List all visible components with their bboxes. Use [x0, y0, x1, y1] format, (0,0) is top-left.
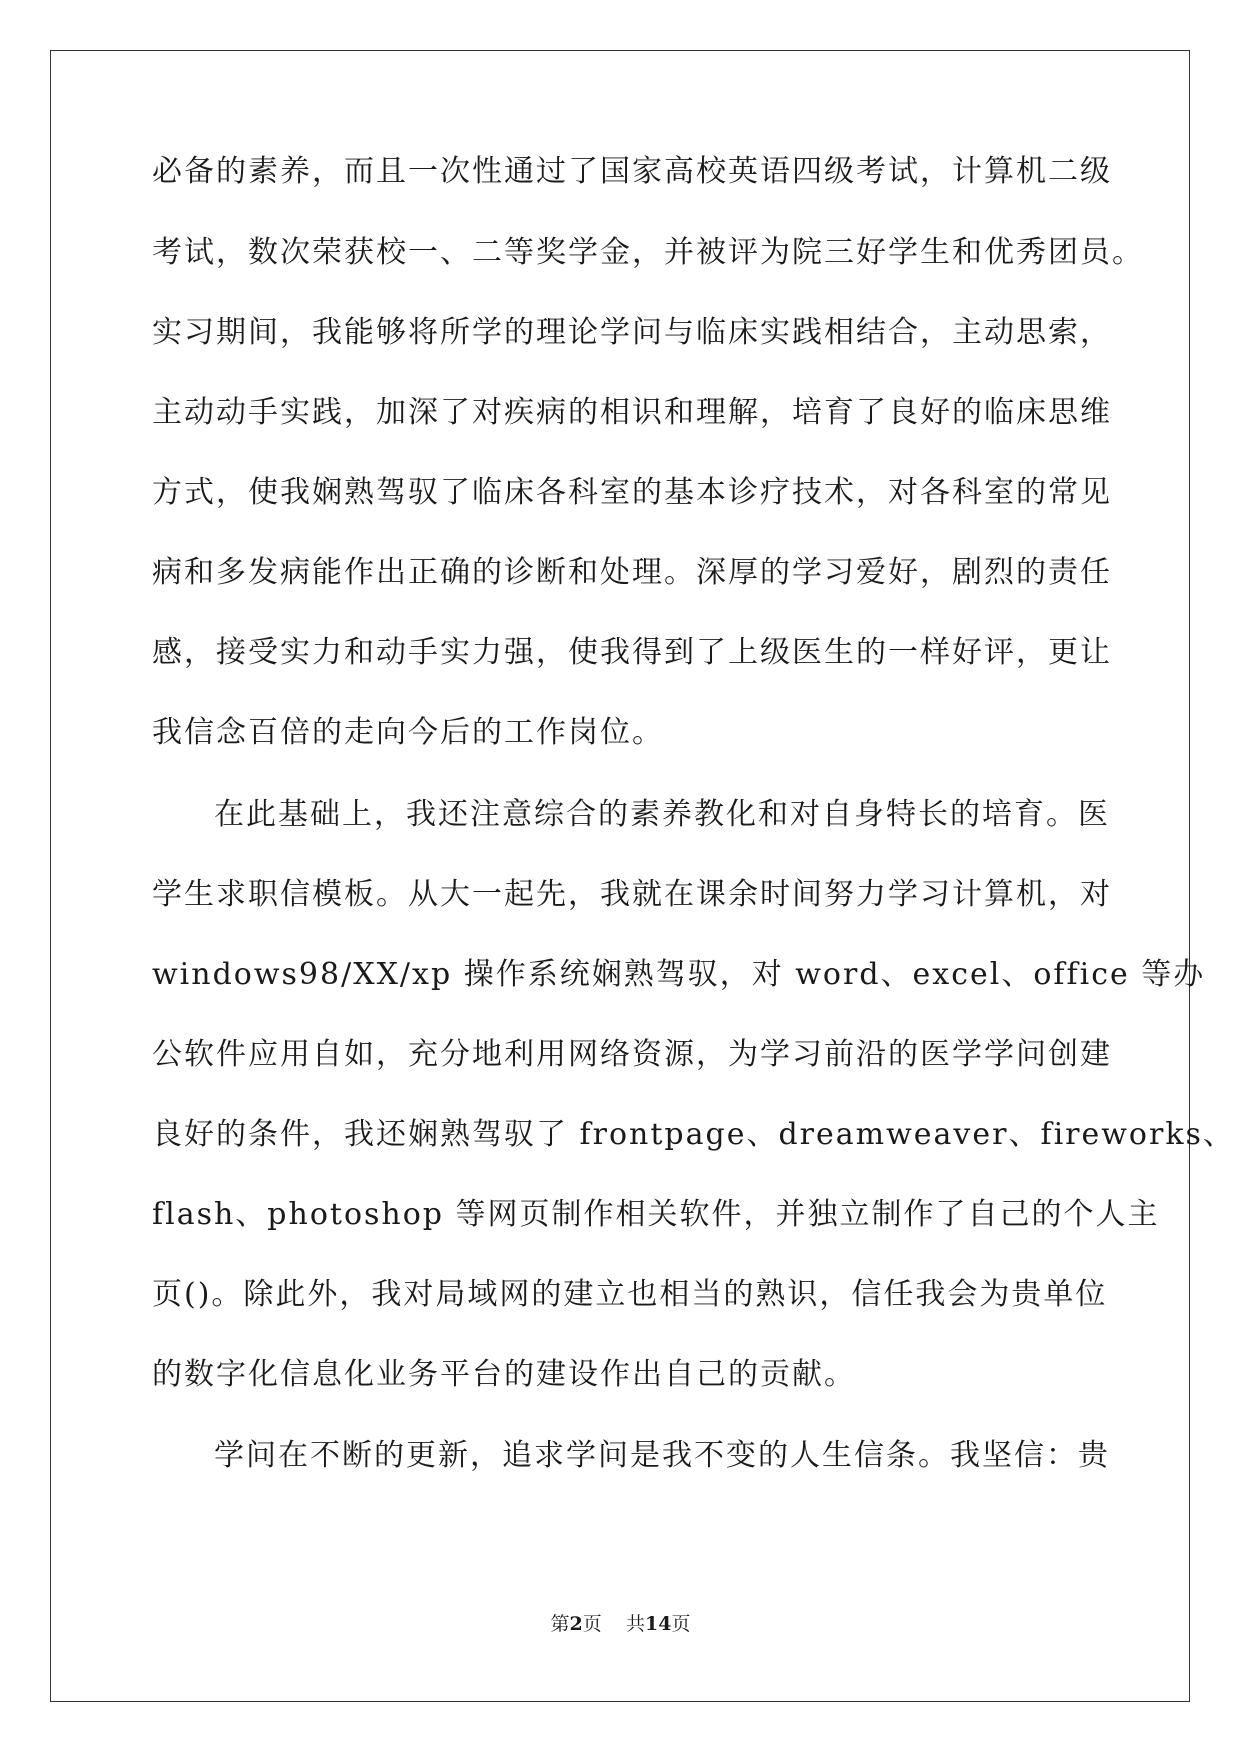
page-footer [0, 1612, 1241, 1636]
page-suffix: 页 [582, 1613, 602, 1635]
text-line: 实习期间，我能够将所学的理论学问与临床实践相结合，主动思索， [152, 315, 1112, 350]
text-line: 感，接受实力和动手实力强，使我得到了上级医生的一样好评，更让 [152, 635, 1112, 670]
page-prefix: 第 [550, 1613, 570, 1635]
text-line: 考试，数次荣获校一、二等奖学金，并被评为院三好学生和优秀团员。 [152, 235, 1144, 270]
text-line: 我信念百倍的走向今后的工作岗位。 [152, 715, 664, 750]
total-prefix: 共 [625, 1613, 645, 1635]
text-line: 学生求职信模板。从大一起先，我就在课余时间努力学习计算机，对 [152, 877, 1112, 912]
total-pages: 14 [644, 1613, 672, 1635]
page-number: 2 [569, 1613, 583, 1635]
text-line: 主动动手实践，加深了对疾病的相识和理解，培育了良好的临床思维 [152, 395, 1112, 430]
total-suffix: 页 [671, 1613, 691, 1635]
paragraph-start-line: 在此基础上，我还注意综合的素养教化和对自身特长的培育。医 [214, 797, 1110, 832]
text-line: windows98/XX/xp 操作系统娴熟驾驭，对 word、excel、office 等办 [152, 957, 1206, 992]
text-line: 页()。除此外，我对局域网的建立也相当的熟识，信任我会为贵单位 [152, 1277, 1108, 1312]
text-line: 良好的条件，我还娴熟驾驭了 frontpage、dreamweaver、fireworks、 [152, 1117, 1235, 1152]
text-line: 公软件应用自如，充分地利用网络资源，为学习前沿的医学学问创建 [152, 1037, 1112, 1072]
text-line: flash、photoshop 等网页制作相关软件，并独立制作了自己的个人主 [152, 1197, 1160, 1232]
text-line: 病和多发病能作出正确的诊断和处理。深厚的学习爱好，剧烈的责任 [152, 555, 1112, 590]
text-line: 的数字化信息化业务平台的建设作出自己的贡献。 [152, 1357, 856, 1392]
paragraph-start-line: 学问在不断的更新，追求学问是我不变的人生信条。我坚信：贵 [214, 1438, 1110, 1473]
text-line: 方式，使我娴熟驾驭了临床各科室的基本诊疗技术，对各科室的常见 [152, 475, 1112, 510]
text-line: 必备的素养，而且一次性通过了国家高校英语四级考试，计算机二级 [152, 154, 1112, 189]
